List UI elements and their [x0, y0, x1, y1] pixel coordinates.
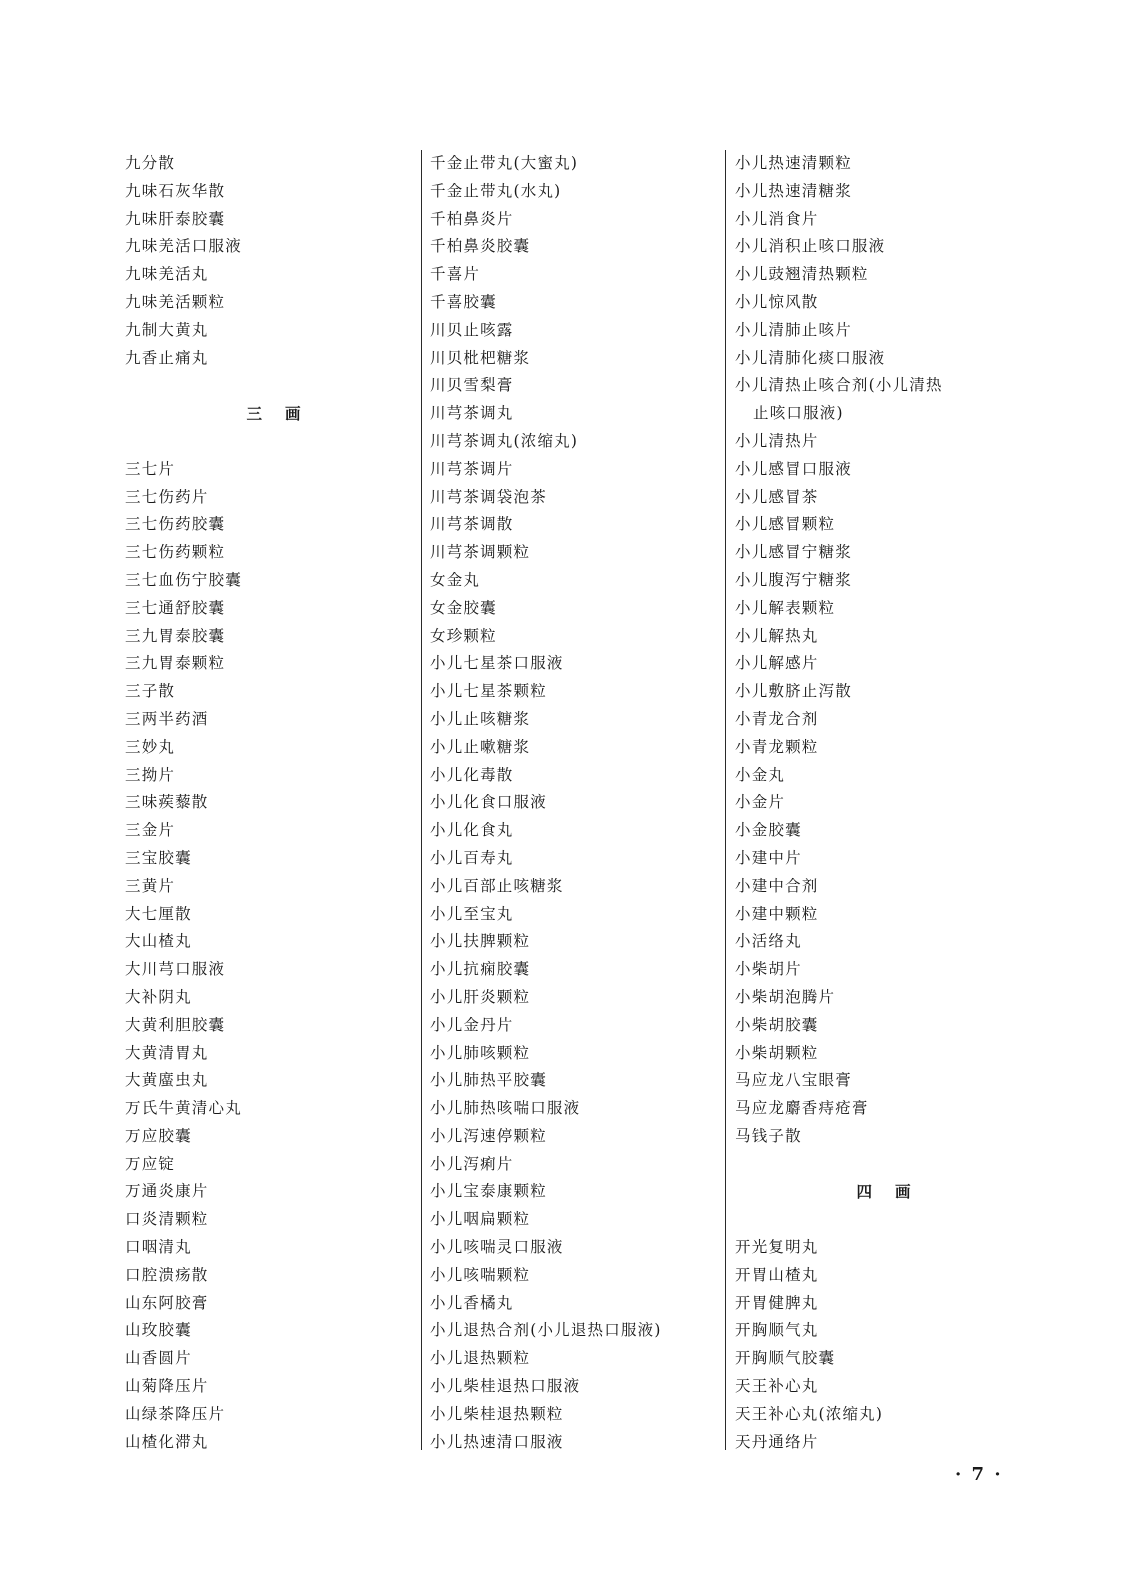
index-entry: 小儿七星茶颗粒: [430, 682, 547, 701]
index-entry: 小儿热速清颗粒: [735, 154, 852, 172]
index-entry: 山玫胶囊: [125, 1321, 192, 1340]
index-entry: 开胃山楂丸: [735, 1265, 819, 1284]
index-column-2: [430, 150, 730, 1456]
index-entry: 万应锭: [125, 1154, 176, 1173]
index-entry: 小儿热速清口服液: [430, 1432, 564, 1451]
index-entry: 大黄䗪虫丸: [125, 1071, 209, 1090]
index-entry: 小儿热速清糖浆: [735, 181, 852, 200]
index-entry: 三金片: [125, 821, 176, 840]
index-entry: 小儿感冒茶: [735, 487, 819, 506]
index-entry: 小儿泻痢片: [430, 1154, 514, 1173]
index-entry: 川芎茶调片: [430, 459, 514, 478]
index-entry: 小儿感冒口服液: [735, 459, 852, 478]
index-entry: 千金止带丸(水丸): [430, 181, 562, 200]
index-entry: 开光复明丸: [735, 1238, 819, 1257]
index-entry: 小儿解热丸: [735, 626, 819, 645]
index-entry: 口腔溃疡散: [125, 1265, 209, 1284]
index-entry: 小儿香橘丸: [430, 1293, 514, 1312]
index-entry: 三七片: [125, 459, 176, 478]
index-entry: 马应龙麝香痔疮膏: [735, 1099, 869, 1118]
spacer: [125, 372, 425, 400]
index-entry: 山东阿胶膏: [125, 1293, 209, 1312]
index-entry: 三妙丸: [125, 737, 176, 756]
index-entry: 小柴胡泡腾片: [735, 987, 836, 1006]
index-entry: 小儿解感片: [735, 654, 819, 673]
stroke-count-heading: 四 画: [856, 1182, 912, 1202]
index-column-3: [735, 150, 1035, 1456]
index-entry: 小儿感冒颗粒: [735, 515, 836, 534]
index-entry: 大川芎口服液: [125, 960, 226, 979]
index-entry: 口炎清颗粒: [125, 1210, 209, 1229]
index-entry: 大黄清胃丸: [125, 1043, 209, 1062]
index-entry: 三子散: [125, 682, 176, 701]
index-entry: 小金丸: [735, 765, 786, 784]
index-entry: 小儿感冒宁糖浆: [735, 543, 852, 562]
index-entry: 小儿至宝丸: [430, 904, 514, 923]
index-entry: 九味羌活口服液: [125, 237, 242, 256]
spacer: [735, 1206, 1035, 1234]
index-entry: 三九胃泰胶囊: [125, 626, 226, 645]
index-entry: 小儿止咳糖浆: [430, 709, 531, 728]
index-entry: 小儿肝炎颗粒: [430, 987, 531, 1006]
index-entry: 小青龙合剂: [735, 709, 819, 728]
index-entry: 小儿止嗽糖浆: [430, 737, 531, 756]
index-entry: 小儿咳喘灵口服液: [430, 1238, 564, 1257]
index-entry: 千喜胶囊: [430, 292, 497, 311]
index-entry: 口咽清丸: [125, 1238, 192, 1257]
index-entry: 万应胶囊: [125, 1126, 192, 1145]
spacer: [125, 428, 425, 456]
index-entry: 九分散: [125, 154, 176, 172]
index-entry: 三味蒺藜散: [125, 793, 209, 812]
index-entry: 三七伤药胶囊: [125, 515, 226, 534]
index-entry: 小儿惊风散: [735, 292, 819, 311]
index-entry: 小金片: [735, 793, 786, 812]
index-entry: 小儿腹泻宁糖浆: [735, 570, 852, 589]
index-entry: 三七伤药片: [125, 487, 209, 506]
index-entry: 万氏牛黄清心丸: [125, 1099, 242, 1118]
index-entry: 小儿百部止咳糖浆: [430, 876, 564, 895]
index-entry: 小儿柴桂退热口服液: [430, 1377, 581, 1396]
index-entry: 马钱子散: [735, 1126, 802, 1145]
index-entry: 三两半药酒: [125, 709, 209, 728]
index-entry: 三七血伤宁胶囊: [125, 570, 242, 589]
index-entry: 小儿退热颗粒: [430, 1349, 531, 1368]
index-entry: 小儿七星茶口服液: [430, 654, 564, 673]
index-entry: 川芎茶调丸(浓缩丸): [430, 431, 579, 450]
index-entry: 川贝雪梨膏: [430, 376, 514, 395]
index-entry: 小儿咳喘颗粒: [430, 1265, 531, 1284]
index-entry: 小儿肺咳颗粒: [430, 1043, 531, 1062]
index-entry: 山楂化滞丸: [125, 1432, 209, 1451]
index-entry: 小儿宝泰康颗粒: [430, 1182, 547, 1201]
index-entry: 九香止痛丸: [125, 348, 209, 367]
index-entry: 三九胃泰颗粒: [125, 654, 226, 673]
stroke-count-heading: 三 画: [246, 404, 302, 424]
index-entry: 大黄利胆胶囊: [125, 1015, 226, 1034]
index-entry: 大七厘散: [125, 904, 192, 923]
index-entry: 女珍颗粒: [430, 626, 497, 645]
index-entry: 小儿柴桂退热颗粒: [430, 1404, 564, 1423]
index-entry: 小柴胡颗粒: [735, 1043, 819, 1062]
index-entry: 开胃健脾丸: [735, 1293, 819, 1312]
page-number: · 7 ·: [955, 1464, 1003, 1485]
index-entry: 小儿抗痫胶囊: [430, 960, 531, 979]
index-entry: 川芎茶调颗粒: [430, 543, 531, 562]
index-entry: 川芎茶调散: [430, 515, 514, 534]
index-entry: 九味肝泰胶囊: [125, 209, 226, 228]
index-entry: 千金止带丸(大蜜丸): [430, 154, 579, 172]
index-entry: 小儿解表颗粒: [735, 598, 836, 617]
index-entry: 天丹通络片: [735, 1432, 819, 1451]
index-entry: 小儿化食口服液: [430, 793, 547, 812]
index-entry: 小儿扶脾颗粒: [430, 932, 531, 951]
index-entry: 开胸顺气胶囊: [735, 1349, 836, 1368]
index-entry: 小建中颗粒: [735, 904, 819, 923]
index-entry: 川芎茶调袋泡茶: [430, 487, 547, 506]
index-entry: 三七伤药颗粒: [125, 543, 226, 562]
spacer: [735, 1151, 1035, 1179]
index-entry: 大山楂丸: [125, 932, 192, 951]
index-entry: 小儿化毒散: [430, 765, 514, 784]
index-entry: 小儿敷脐止泻散: [735, 682, 852, 701]
index-entry: 千喜片: [430, 265, 481, 284]
index-entry: 天王补心丸: [735, 1377, 819, 1396]
index-entry: 三七通舒胶囊: [125, 598, 226, 617]
index-entry: 川贝枇杷糖浆: [430, 348, 531, 367]
index-entry: 小儿金丹片: [430, 1015, 514, 1034]
index-entry: 小柴胡片: [735, 960, 802, 979]
index-entry: 小儿肺热咳喘口服液: [430, 1099, 581, 1118]
index-entry: 马应龙八宝眼膏: [735, 1071, 852, 1090]
index-entry: 三宝胶囊: [125, 848, 192, 867]
index-entry: 山香圆片: [125, 1349, 192, 1368]
index-entry: 川芎茶调丸: [430, 404, 514, 423]
index-entry: 小儿泻速停颗粒: [430, 1126, 547, 1145]
index-entry: 九味羌活丸: [125, 265, 209, 284]
index-entry: 小儿消食片: [735, 209, 819, 228]
index-entry: 小活络丸: [735, 932, 802, 951]
index-entry-continuation: 止咳口服液): [753, 404, 844, 423]
index-entry: 天王补心丸(浓缩丸): [735, 1404, 884, 1423]
index-column-1: [125, 150, 425, 1456]
index-entry: 大补阴丸: [125, 987, 192, 1006]
index-entry: 万通炎康片: [125, 1182, 209, 1201]
index-entry: 小儿消积止咳口服液: [735, 237, 886, 256]
index-entry: 小青龙颗粒: [735, 737, 819, 756]
index-entry: 三黄片: [125, 876, 176, 895]
index-entry: 千柏鼻炎胶囊: [430, 237, 531, 256]
index-entry: 小儿清肺止咳片: [735, 320, 852, 339]
index-entry: 千柏鼻炎片: [430, 209, 514, 228]
index-entry: 九制大黄丸: [125, 320, 209, 339]
index-entry: 小儿肺热平胶囊: [430, 1071, 547, 1090]
index-entry: 川贝止咳露: [430, 320, 514, 339]
index-entry: 小金胶囊: [735, 821, 802, 840]
index-entry: 小柴胡胶囊: [735, 1015, 819, 1034]
index-entry: 女金丸: [430, 570, 481, 589]
index-entry: 小儿退热合剂(小儿退热口服液): [430, 1321, 662, 1340]
index-entry: 小儿百寿丸: [430, 848, 514, 867]
index-entry: 小建中合剂: [735, 876, 819, 895]
index-entry: 山绿茶降压片: [125, 1404, 226, 1423]
index-entry: 三拗片: [125, 765, 176, 784]
index-entry: 九味羌活颗粒: [125, 292, 226, 311]
index-entry: 小儿清热片: [735, 431, 819, 450]
index-entry: 九味石灰华散: [125, 181, 226, 200]
index-entry: 女金胶囊: [430, 598, 497, 617]
index-entry: 开胸顺气丸: [735, 1321, 819, 1340]
index-entry: 小儿咽扁颗粒: [430, 1210, 531, 1229]
index-entry: 小儿清肺化痰口服液: [735, 348, 886, 367]
index-entry: 小儿清热止咳合剂(小儿清热: [735, 376, 943, 395]
index-entry: 小建中片: [735, 848, 802, 867]
index-entry: 小儿化食丸: [430, 821, 514, 840]
index-entry: 小儿豉翘清热颗粒: [735, 265, 869, 284]
index-entry: 山菊降压片: [125, 1377, 209, 1396]
